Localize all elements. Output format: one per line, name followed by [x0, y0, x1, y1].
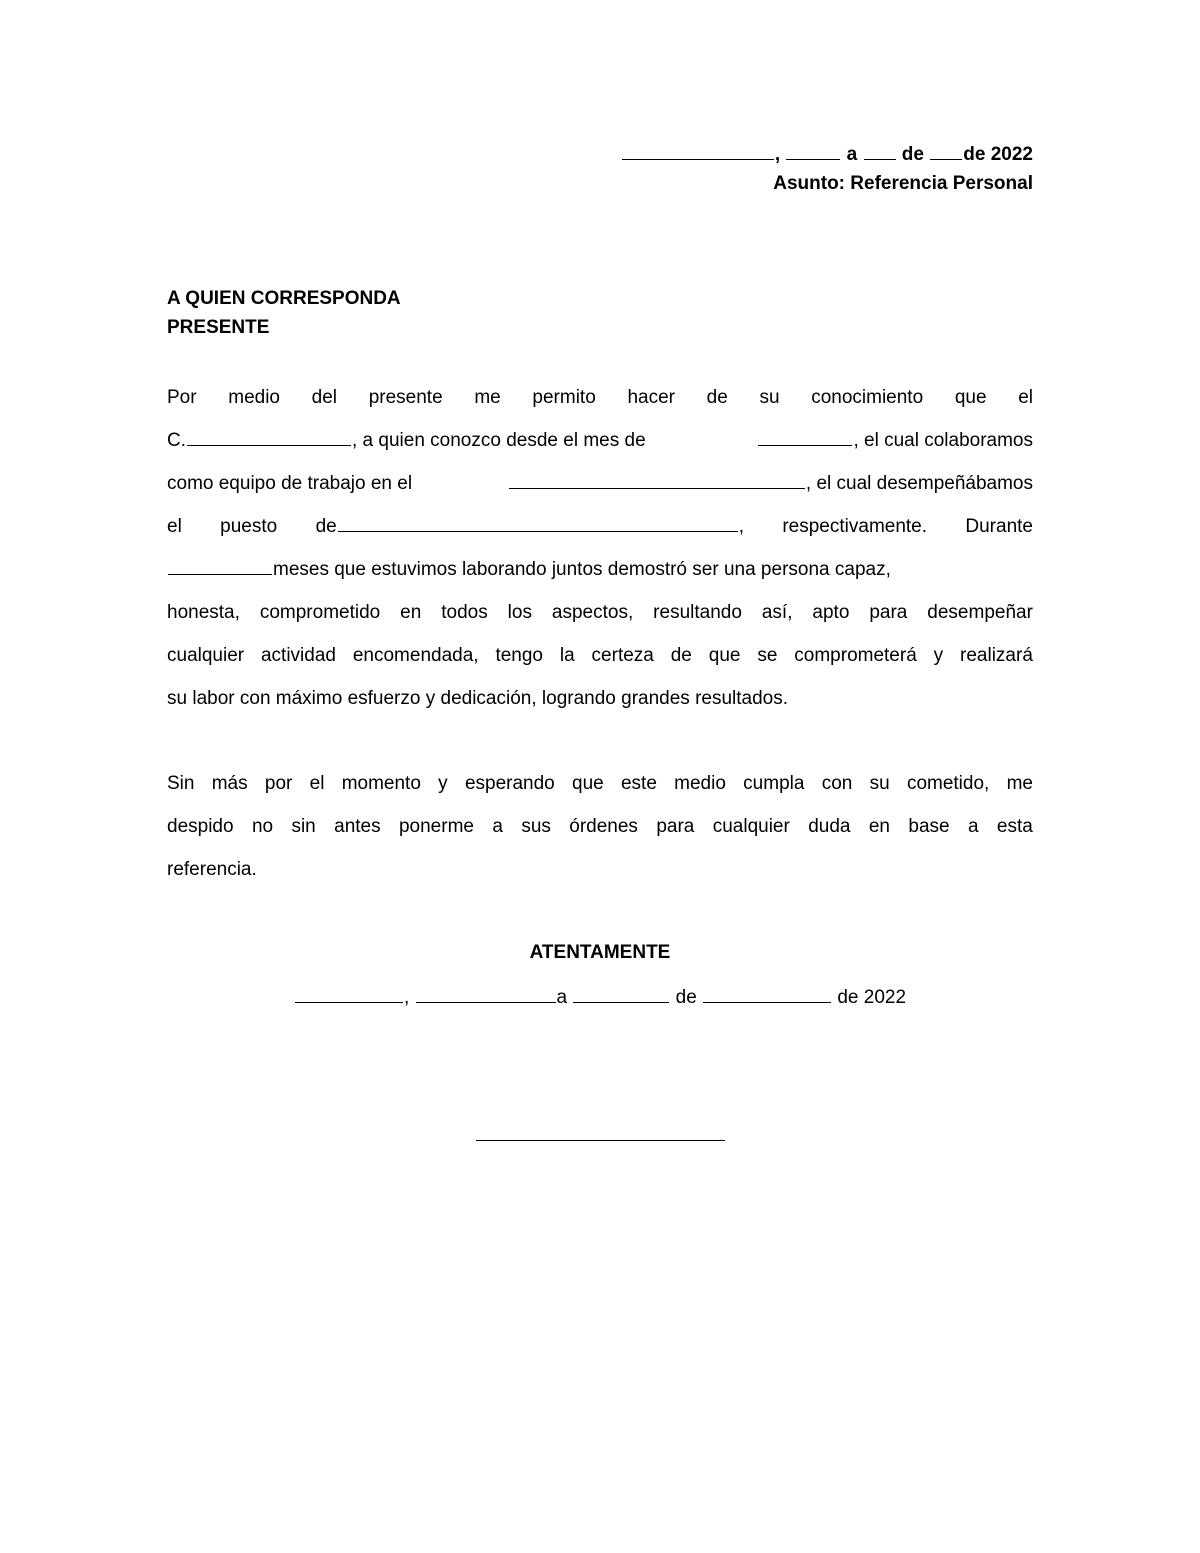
word: me: [1006, 773, 1033, 794]
text-segment: , el cual colaboramos: [853, 430, 1033, 451]
paragraph-line: [167, 376, 1033, 419]
word: de: [670, 645, 692, 666]
text-segment: meses que estuvimos laborando juntos demostró ser una persona capaz,: [273, 559, 891, 580]
word: realizará: [960, 645, 1033, 666]
date-line-top: [167, 140, 1033, 169]
word: cualquier: [712, 816, 790, 837]
paragraph-line: [167, 805, 1033, 848]
text-segment: su labor con máximo esfuerzo y dedicación, logrando grandes resultados.: [167, 688, 789, 709]
word: presente: [368, 387, 443, 408]
word: su: [869, 773, 890, 794]
word: su: [759, 387, 780, 408]
word: aspectos,: [551, 602, 634, 623]
text-segment: como equipo de trabajo en el: [167, 473, 413, 494]
paragraph-line: [167, 505, 1033, 548]
paragraph-line: [167, 634, 1033, 677]
word: duda: [808, 816, 851, 837]
paragraph-line: [167, 677, 1033, 720]
day-number-blank[interactable]: [864, 142, 896, 160]
name-blank[interactable]: [187, 428, 351, 446]
word: todos: [441, 602, 488, 623]
position-blank[interactable]: [338, 514, 738, 532]
word: cometido,: [906, 773, 990, 794]
word: así,: [761, 602, 793, 623]
text-segment: a: [556, 987, 568, 1008]
word: Por: [167, 387, 197, 408]
date-de: de: [901, 144, 924, 165]
place-blank[interactable]: [622, 142, 774, 160]
word: hacer: [627, 387, 675, 408]
month-blank[interactable]: [930, 142, 962, 160]
paragraph-line: [167, 462, 1033, 505]
word: permito: [532, 387, 596, 408]
word: para: [869, 602, 908, 623]
word: este: [620, 773, 657, 794]
word: en: [400, 602, 422, 623]
body-paragraph-1: [167, 376, 1033, 720]
word: honesta,: [167, 602, 240, 623]
word: comprometido: [259, 602, 381, 623]
text-segment: , el cual desempeñábamos: [805, 473, 1033, 494]
word: por: [264, 773, 293, 794]
word: despido: [167, 816, 234, 837]
word: se: [757, 645, 778, 666]
word: cumpla: [743, 773, 805, 794]
text-segment: el: [167, 516, 182, 537]
month-since-blank[interactable]: [758, 428, 852, 446]
word: del: [311, 387, 338, 408]
word: base: [908, 816, 950, 837]
text-segment: C.: [167, 430, 186, 451]
word: y: [933, 645, 944, 666]
word: órdenes: [569, 816, 638, 837]
text-segment: ,: [403, 987, 410, 1008]
word: la: [559, 645, 575, 666]
subject-line: Asunto: Referencia Personal: [773, 173, 1033, 194]
word: en: [868, 816, 890, 837]
word: tengo: [495, 645, 543, 666]
word: me: [474, 387, 501, 408]
text-segment: puesto: [220, 516, 278, 537]
word: que: [572, 773, 604, 794]
word: no: [251, 816, 274, 837]
closing-title: ATENTAMENTE: [529, 942, 671, 963]
word: momento: [341, 773, 421, 794]
day-blank-bottom[interactable]: [573, 985, 669, 1003]
word: antes: [334, 816, 381, 837]
date-a: a: [846, 144, 858, 165]
word: sin: [291, 816, 316, 837]
word: y: [438, 773, 448, 794]
signature-date-line: [167, 985, 1033, 1009]
word: sus: [521, 816, 551, 837]
date-comma: ,: [774, 144, 781, 165]
word: que: [708, 645, 741, 666]
recipient-block: [167, 284, 401, 342]
paragraph-line: [167, 419, 1033, 462]
word: los: [507, 602, 532, 623]
body-paragraph-2: [167, 762, 1033, 891]
text-segment: de: [675, 987, 697, 1008]
text-segment: respectivamente.: [782, 516, 928, 537]
month-blank-bottom[interactable]: [703, 985, 831, 1003]
word: más: [211, 773, 248, 794]
word: el: [309, 773, 325, 794]
word: encomendada,: [352, 645, 479, 666]
text-segment: referencia.: [167, 859, 257, 880]
recipient-line-1: A QUIEN CORRESPONDA: [167, 288, 401, 309]
word: ponerme: [398, 816, 474, 837]
word: apto: [812, 602, 850, 623]
workplace-blank[interactable]: [509, 471, 805, 489]
recipient-line-2: PRESENTE: [167, 317, 270, 338]
signature-line[interactable]: [476, 1140, 725, 1141]
word: actividad: [260, 645, 336, 666]
word: que: [954, 387, 987, 408]
word: desempeñar: [927, 602, 1033, 623]
text-segment: , a quien conozco desde el mes de: [352, 430, 646, 451]
word: para: [656, 816, 695, 837]
word: medio: [674, 773, 726, 794]
date-year: de 2022: [963, 144, 1033, 165]
text-segment: de: [315, 516, 337, 537]
word: medio: [228, 387, 280, 408]
word: certeza: [591, 645, 654, 666]
months-blank[interactable]: [168, 557, 272, 575]
word: a: [967, 816, 979, 837]
paragraph-line: [167, 848, 1033, 891]
paragraph-line: [167, 548, 1033, 591]
city-blank[interactable]: [295, 985, 403, 1003]
word: Sin: [167, 773, 195, 794]
letter-header: [167, 140, 1033, 198]
text-segment: Durante: [965, 516, 1033, 537]
text-segment: de 2022: [837, 987, 907, 1008]
day-blank[interactable]: [786, 142, 840, 160]
word: conocimiento: [811, 387, 924, 408]
word: el: [1018, 387, 1033, 408]
word: comprometerá: [794, 645, 917, 666]
word: esperando: [464, 773, 555, 794]
paragraph-line: [167, 762, 1033, 805]
word: de: [706, 387, 728, 408]
word: resultando: [653, 602, 742, 623]
word: a: [492, 816, 503, 837]
word: con: [821, 773, 853, 794]
paragraph-line: [167, 591, 1033, 634]
state-blank[interactable]: [416, 985, 556, 1003]
word: cualquier: [167, 645, 245, 666]
text-segment: ,: [738, 516, 744, 537]
word: esta: [996, 816, 1033, 837]
